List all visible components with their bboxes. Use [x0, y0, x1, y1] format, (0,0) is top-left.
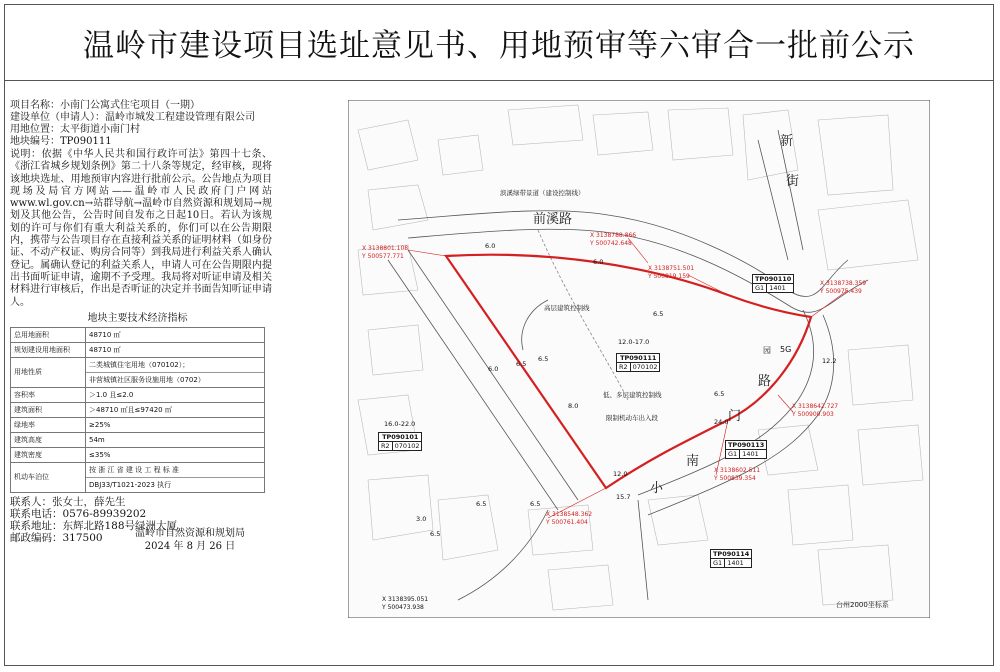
coord-y: Y 500577.771	[362, 253, 404, 260]
contact-address-value: 东辉北路188号绿洲大厦	[62, 519, 178, 532]
width-label: 8.0	[568, 402, 579, 410]
plot-code: TP090110	[755, 275, 792, 283]
coord-x: X 3138642.727	[792, 403, 839, 410]
contact-phone-line	[10, 508, 345, 520]
signature-date: 2024 年 8 月 26 日	[144, 541, 236, 552]
plot-box	[725, 440, 767, 459]
label-5g: 5G	[780, 345, 792, 354]
contact-phone-label: 联系电话：	[10, 507, 63, 520]
indicator-value-extra: 非营城镇社区服务设施用地（0702）	[86, 372, 264, 386]
signature-org: 温岭市自然资源和规划局	[135, 528, 245, 539]
page-title: 温岭市建设项目选址意见书、用地预审等六审合一批前公示	[83, 27, 915, 64]
coord-system: 台州2000坐标系	[836, 601, 889, 609]
indicator-value-cell	[86, 357, 265, 387]
location-line	[10, 124, 345, 136]
indicator-value-cell	[86, 402, 265, 417]
indicator-value-cell	[86, 432, 265, 447]
coord-y: Y 500473.938	[382, 604, 424, 611]
indicator-value: 二类城镇住宅用地（070102）；	[89, 360, 190, 369]
indicator-key: 规划建设用地面积	[11, 342, 86, 357]
indicator-value: 按 浙 江 省 建 设 工 程 标 准	[89, 465, 180, 474]
plot-value: TP090111	[60, 136, 112, 147]
plot-use-code: 1401	[724, 559, 746, 567]
applicant-line	[10, 112, 345, 124]
width-label: 6.0	[593, 258, 604, 266]
width-label: 6.5	[476, 500, 487, 508]
plot-use-code: 1401	[739, 450, 761, 458]
plot-class: R2	[619, 363, 628, 371]
plot-box	[378, 432, 422, 451]
road-name-south-3: 门	[728, 409, 742, 424]
road-name-south-2: 南	[686, 454, 700, 469]
plot-label: 地块编号：	[10, 136, 60, 147]
road-name-south-4: 路	[758, 374, 772, 389]
indicator-row	[11, 462, 265, 492]
width-label: 6.5	[430, 530, 441, 538]
coord-y: Y 500839.354	[714, 475, 756, 482]
plot-box	[752, 274, 794, 293]
width-label: 6.5	[653, 310, 664, 318]
indicator-value: ＞48710 ㎡且≤97420 ㎡	[89, 405, 172, 414]
location-value: 太平街道小南门村	[60, 124, 140, 135]
indicator-row	[11, 417, 265, 432]
plot-class: R2	[381, 442, 390, 450]
indicator-key: 机动车泊位	[11, 462, 86, 492]
label-low-rise: 低、多层建筑控制线	[603, 391, 662, 399]
coord-x: X 3138395.051	[382, 596, 429, 603]
indicator-row	[11, 327, 265, 342]
plot-code: TP090114	[713, 550, 750, 558]
plot-box	[710, 549, 752, 568]
indicator-key: 建筑密度	[11, 447, 86, 462]
plot-class: G1	[713, 559, 723, 567]
title-bar	[4, 4, 994, 81]
site-plan-map	[348, 100, 930, 618]
indicator-value: 48710 ㎡	[89, 330, 121, 339]
location-label: 用地位置：	[10, 124, 60, 135]
indicator-key: 总用地面积	[11, 327, 86, 342]
road-name-east-2: 街	[786, 174, 800, 189]
indicator-value: 54m	[89, 435, 105, 444]
label-kindergarten: 园	[763, 346, 771, 355]
indicator-row	[11, 447, 265, 462]
project-name-value: 小南门公寓式住宅项目（一期）	[60, 100, 200, 111]
contact-person-line	[10, 496, 345, 508]
project-name-line	[10, 100, 345, 112]
project-name-label: 项目名称：	[10, 100, 60, 111]
indicators-title: 地块主要技术经济指标	[87, 312, 188, 324]
plot-use-code: 070102	[392, 442, 422, 450]
contact-postcode-value: 317500	[62, 531, 103, 544]
indicator-value: ≤35%	[89, 450, 111, 459]
coord-y: Y 500975.439	[820, 288, 862, 295]
indicator-key: 建筑面积	[11, 402, 86, 417]
indicators-table	[10, 327, 265, 493]
width-label: 6.0	[485, 242, 496, 250]
coord-x: X 3138801.108	[362, 245, 409, 252]
elevation-1: 12.2	[822, 357, 837, 365]
road-name-north: 前溪路	[533, 212, 573, 227]
elevation-2: 15.7	[616, 493, 631, 501]
indicator-value-extra: DBJ33/T1021-2023 执行	[86, 477, 264, 491]
coord-x: X 3138602.511	[714, 467, 761, 474]
applicant-label: 建设单位（申请人）：	[10, 112, 105, 123]
width-label: 6.5	[538, 355, 549, 363]
indicator-value-cell	[86, 447, 265, 462]
coord-x: X 3138738.359	[820, 280, 867, 287]
indicator-row	[11, 432, 265, 447]
plot-class: G1	[728, 450, 738, 458]
width-label: 6.5	[516, 360, 527, 368]
coord-x: X 3138751.501	[648, 265, 695, 272]
contact-person-label: 联系人：	[10, 495, 52, 508]
plot-code: TP090101	[379, 433, 421, 442]
coord-x: X 3138548.362	[546, 511, 593, 518]
indicator-key: 绿地率	[11, 417, 86, 432]
indicator-key: 用地性质	[11, 357, 86, 387]
coord-y: Y 500819.159	[648, 273, 690, 280]
plot-use-code: 1401	[766, 284, 788, 292]
indicator-value-cell	[86, 387, 265, 402]
indicator-value-cell	[86, 342, 265, 357]
plot-code: TP090113	[728, 441, 765, 449]
plot-use-code: 070102	[630, 363, 660, 371]
label-high-rise: 高层建筑控制线	[544, 304, 590, 312]
indicator-value-cell	[86, 327, 265, 342]
width-label: 6.0	[488, 365, 499, 373]
contact-person-value: 张女士，薛先生	[52, 495, 126, 508]
width-label: 3.0	[416, 515, 427, 523]
height-range: 12.0-17.0	[618, 338, 650, 346]
plot-box-main	[616, 353, 660, 372]
indicator-value: ＞1.0 且≤2.0	[89, 390, 134, 399]
indicator-value: 48710 ㎡	[89, 345, 121, 354]
coord-y: Y 500900.903	[792, 411, 834, 418]
plot-class: G1	[755, 284, 765, 292]
signature-block	[125, 527, 255, 553]
indicator-row	[11, 342, 265, 357]
plot-code: TP090111	[617, 354, 659, 363]
label-green-belt: 滨溪绿带景道（建设控制线）	[500, 189, 585, 197]
indicator-value: ≥25%	[89, 420, 111, 429]
road-name-east-1: 新	[780, 134, 794, 149]
width-label: 12.0	[613, 470, 628, 478]
indicator-key: 建筑高度	[11, 432, 86, 447]
height-range-2: 16.0-22.0	[384, 420, 416, 428]
indicator-value-cell	[86, 417, 265, 432]
width-label: 24.0	[714, 418, 729, 426]
indicator-row	[11, 402, 265, 417]
indicator-value-cell	[86, 462, 265, 492]
indicator-row	[11, 387, 265, 402]
coord-y: Y 500761.404	[546, 519, 588, 526]
plot-line	[10, 136, 345, 148]
contact-postcode-label: 邮政编码：	[10, 531, 63, 544]
coord-y: Y 500742.648	[590, 240, 632, 247]
label-vehicle: 限制机动车出入段	[606, 414, 658, 422]
width-label: 6.5	[714, 390, 725, 398]
indicator-row	[11, 357, 265, 387]
coord-x: X 3138788.866	[590, 232, 637, 239]
contact-phone-value: 0576-89939202	[62, 507, 147, 520]
notice-description: 说明：依据《中华人民共和国行政许可法》第四十七条、《浙江省城乡规划条例》第二十八条等规定，经审核，现将该地块选址、用地预审内容进行批前公示。公告地点为项目现场及局官方网站——温岭市人民政府门户网站www.wl.gov.cn→站群导航→温岭市自然资源和规划局→规划及其他公告，公告时间自发布之日起10日。若认为该规划的许可与你们有重大利益关系的，你们可以在公告期限内，携带与公告项目存在直接利益关系的证明材料（如身份证、不动产权证、购房合同等）到我局进行利益关系人确认登记。属确认登记的利益关系人，申请人可在公告期限内提出书面听证申请，逾期不予受理。我局将对听证申请及相关材料进行审核后，作出是否听证的决定并书面告知听证申请人。	[10, 149, 272, 308]
indicator-key: 容积率	[11, 387, 86, 402]
road-name-south-1: 小	[650, 481, 664, 496]
applicant-value: 温岭市城发工程建设管理有限公司	[105, 112, 255, 123]
width-label: 6.5	[530, 500, 541, 508]
left-panel	[10, 100, 345, 544]
contact-address-label: 联系地址：	[10, 519, 63, 532]
